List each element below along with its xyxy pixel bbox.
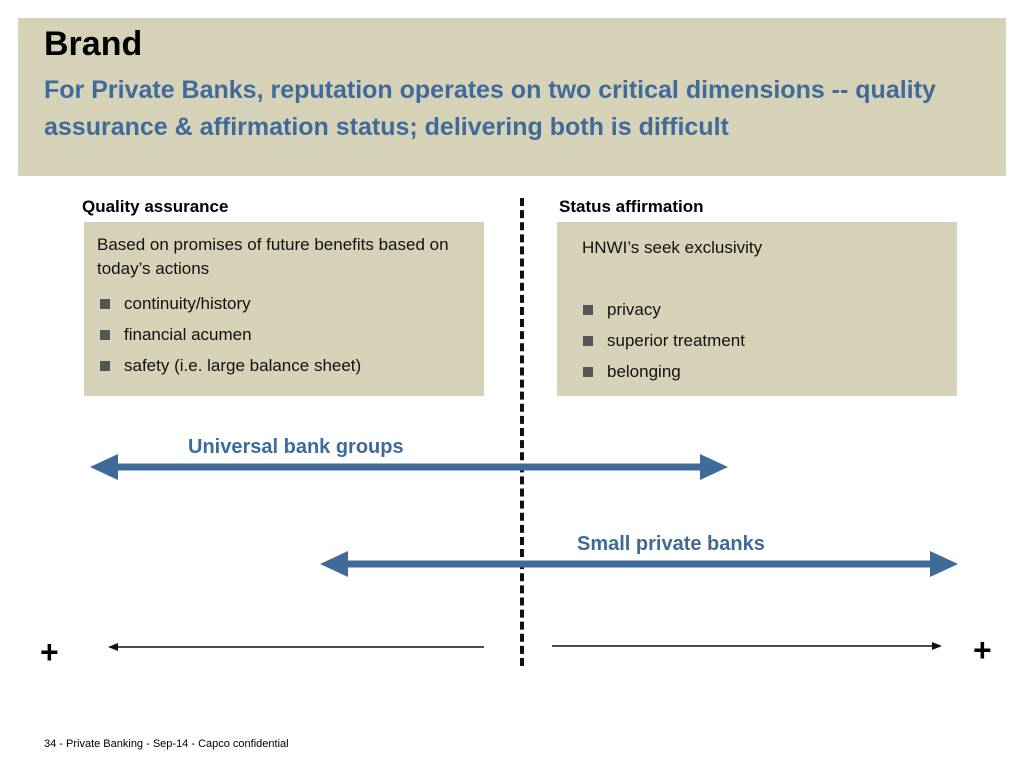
list-item: privacy: [581, 298, 941, 329]
page-title: Brand: [44, 25, 143, 63]
universal-bank-groups-arrow: [90, 454, 728, 480]
page-subtitle: For Private Banks, reputation operates on two critical dimensions -- quality assurance & affirmation status; delivering both is difficult: [44, 76, 936, 141]
footer-text: 34 - Private Banking - Sep-14 - Capco confidential: [44, 738, 289, 750]
left-plus-sign: +: [40, 634, 59, 670]
small-private-banks-label: Small private banks: [577, 533, 765, 555]
right-plus-sign: +: [973, 632, 992, 668]
status-affirmation-intro: HNWI’s seek exclusivity: [582, 238, 763, 257]
quality-assurance-heading: Quality assurance: [82, 197, 229, 216]
right-scale-arrow: [552, 642, 942, 650]
list-item: continuity/history: [98, 292, 473, 323]
status-affirmation-heading: Status affirmation: [559, 197, 704, 216]
list-item: belonging: [581, 360, 941, 391]
left-scale-arrow: [108, 643, 484, 651]
universal-bank-groups-label: Universal bank groups: [188, 436, 404, 458]
quality-assurance-intro: Based on promises of future benefits based on today’s actions: [97, 235, 449, 278]
list-item: superior treatment: [581, 329, 941, 360]
list-item: financial acumen: [98, 323, 473, 354]
list-item: safety (i.e. large balance sheet): [98, 354, 473, 385]
